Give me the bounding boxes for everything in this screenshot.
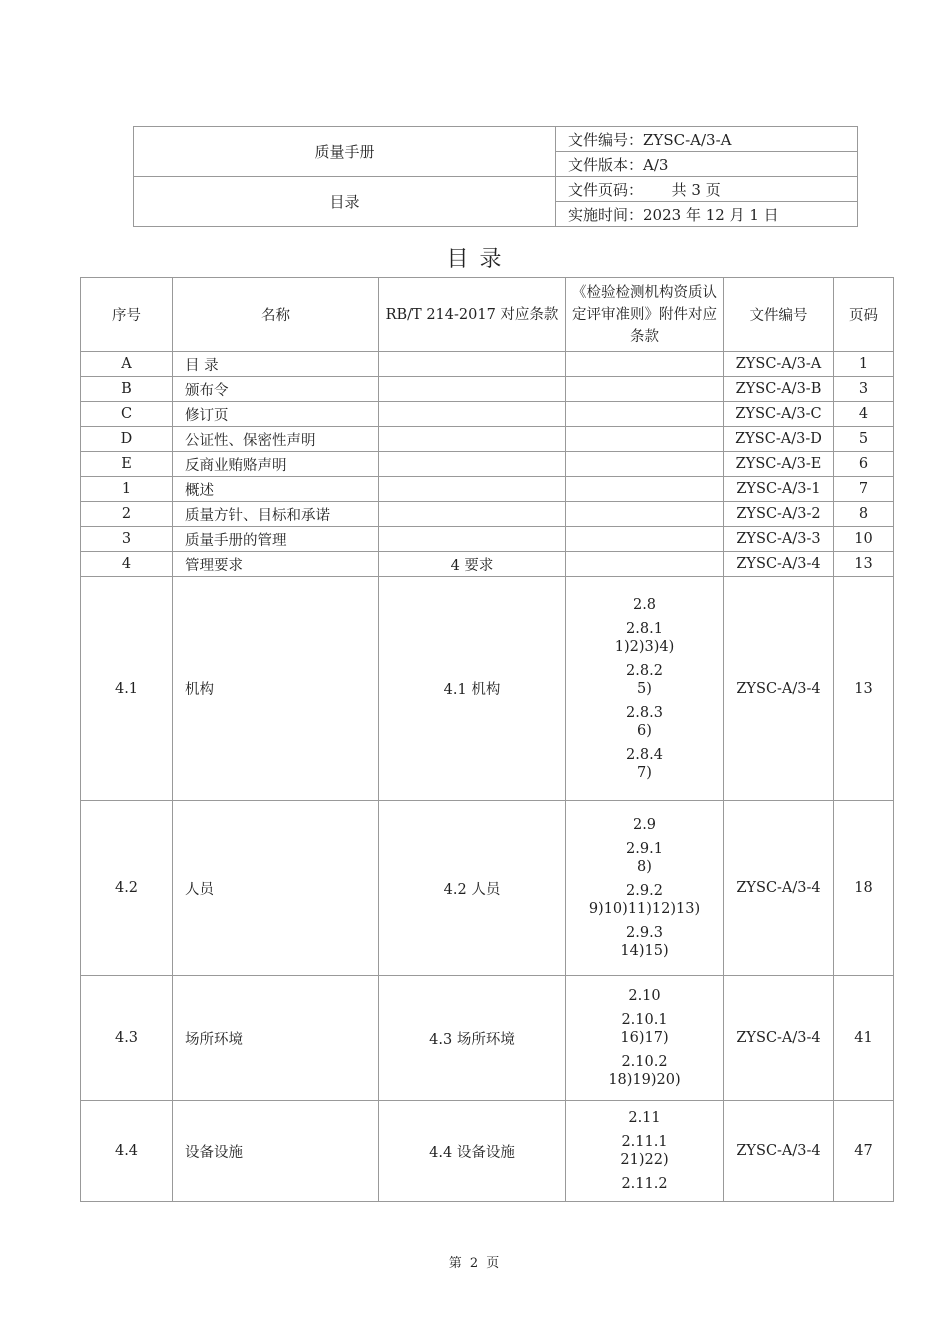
cell-doc-no: ZYSC-A/3-C — [724, 402, 834, 427]
clause-line: 8) — [637, 859, 652, 875]
cell-rbt — [379, 402, 566, 427]
clause-line: 21)22) — [620, 1152, 669, 1168]
table-row — [81, 801, 894, 976]
clause-line: 2.9.2 — [626, 883, 663, 899]
cell-doc-no: ZYSC-A/3-4 — [724, 976, 834, 1101]
cell-name: 反商业贿赂声明 — [173, 452, 379, 477]
cell-seq: 1 — [81, 477, 173, 502]
cell-rbt: 4.3 场所环境 — [379, 976, 566, 1101]
cell-doc-no: ZYSC-A/3-4 — [724, 801, 834, 976]
cell-rbt — [379, 352, 566, 377]
cell-doc-no: ZYSC-A/3-4 — [724, 1101, 834, 1202]
cell-page: 18 — [834, 801, 894, 976]
manual-title: 质量手册 — [134, 127, 556, 177]
clause-line: 2.9 — [632, 817, 657, 833]
cell-page: 4 — [834, 402, 894, 427]
cell-page: 3 — [834, 377, 894, 402]
table-row — [81, 577, 894, 801]
clause-line: 2.9.1 — [626, 841, 663, 857]
cell-doc-no: ZYSC-A/3-B — [724, 377, 834, 402]
cell-rbt: 4.4 设备设施 — [379, 1101, 566, 1202]
cell-name: 概述 — [173, 477, 379, 502]
cell-seq: 4.2 — [81, 801, 173, 976]
clause-group — [566, 620, 723, 656]
cell-annex — [566, 502, 724, 527]
clause-group — [566, 924, 723, 960]
column-header-doc-no: 文件编号 — [724, 278, 834, 352]
table-row — [81, 402, 894, 427]
cell-page: 1 — [834, 352, 894, 377]
table-row — [81, 527, 894, 552]
cell-rbt — [379, 502, 566, 527]
table-row — [81, 1101, 894, 1202]
cell-name: 机构 — [173, 577, 379, 801]
cell-rbt — [379, 527, 566, 552]
table-row — [81, 377, 894, 402]
cell-seq: A — [81, 352, 173, 377]
cell-seq: 4.4 — [81, 1101, 173, 1202]
cell-seq: 3 — [81, 527, 173, 552]
cell-annex — [566, 577, 724, 801]
cell-annex — [566, 1101, 724, 1202]
clause-line: 2.8.2 — [626, 662, 663, 679]
cell-page: 7 — [834, 477, 894, 502]
cell-page: 6 — [834, 452, 894, 477]
clause-group — [566, 704, 723, 740]
doc-version: 文件版本：A/3 — [556, 152, 858, 177]
cell-name: 质量手册的管理 — [173, 527, 379, 552]
clause-group — [566, 816, 723, 834]
column-header-page: 页码 — [834, 278, 894, 352]
cell-doc-no: ZYSC-A/3-4 — [724, 552, 834, 577]
clause-group — [566, 882, 723, 918]
doc-number: 文件编号：ZYSC-A/3-A — [556, 127, 858, 152]
cell-name: 场所环境 — [173, 976, 379, 1101]
table-row — [81, 452, 894, 477]
column-header-seq: 序号 — [81, 278, 173, 352]
cell-annex — [566, 452, 724, 477]
cell-annex — [566, 976, 724, 1101]
cell-annex — [566, 477, 724, 502]
clause-line: 2.8 — [632, 596, 657, 613]
cell-rbt: 4.2 人员 — [379, 801, 566, 976]
cell-rbt — [379, 452, 566, 477]
cell-name: 颁布令 — [173, 377, 379, 402]
cell-doc-no: ZYSC-A/3-4 — [724, 577, 834, 801]
clause-line: 18)19)20) — [608, 1072, 681, 1088]
cell-name: 设备设施 — [173, 1101, 379, 1202]
cell-name: 公证性、保密性声明 — [173, 427, 379, 452]
cell-name: 修订页 — [173, 402, 379, 427]
cell-annex — [566, 352, 724, 377]
cell-page: 8 — [834, 502, 894, 527]
toc-table — [80, 277, 894, 1202]
clause-group — [566, 987, 723, 1005]
cell-name: 管理要求 — [173, 552, 379, 577]
clause-group — [566, 1133, 723, 1169]
cell-rbt — [379, 427, 566, 452]
cell-seq: C — [81, 402, 173, 427]
clause-line: 2.11.2 — [621, 1176, 668, 1192]
cell-seq: B — [81, 377, 173, 402]
clause-line: 5) — [637, 680, 652, 697]
cell-rbt: 4.1 机构 — [379, 577, 566, 801]
clause-line: 2.10.1 — [621, 1012, 668, 1028]
cell-annex — [566, 402, 724, 427]
clause-line: 2.8.4 — [626, 746, 663, 763]
cell-doc-no: ZYSC-A/3-D — [724, 427, 834, 452]
column-header-annex: 《检验检测机构资质认定评审准则》附件对应条款 — [566, 278, 724, 352]
cell-rbt — [379, 377, 566, 402]
clause-group — [566, 596, 723, 614]
clause-group — [566, 1053, 723, 1089]
cell-doc-no: ZYSC-A/3-E — [724, 452, 834, 477]
clause-group — [566, 1109, 723, 1127]
clause-line: 2.11 — [628, 1110, 661, 1126]
clause-line: 1)2)3)4) — [614, 638, 675, 655]
cell-rbt: 4 要求 — [379, 552, 566, 577]
table-row — [81, 552, 894, 577]
clause-line: 2.10 — [628, 988, 661, 1004]
clause-group — [566, 840, 723, 876]
clause-group — [566, 662, 723, 698]
table-row — [81, 427, 894, 452]
column-header-name: 名称 — [173, 278, 379, 352]
cell-seq: 4.1 — [81, 577, 173, 801]
cell-page: 41 — [834, 976, 894, 1101]
cell-annex — [566, 552, 724, 577]
clause-group — [566, 746, 723, 782]
cell-annex — [566, 377, 724, 402]
cell-doc-no: ZYSC-A/3-2 — [724, 502, 834, 527]
cell-page: 47 — [834, 1101, 894, 1202]
cell-page: 5 — [834, 427, 894, 452]
section-title: 目录 — [134, 177, 556, 227]
cell-page: 13 — [834, 552, 894, 577]
table-row — [81, 352, 894, 377]
column-header-rbt: RB/T 214-2017 对应条款 — [379, 278, 566, 352]
doc-pages: 文件页码： 共 3 页 — [556, 177, 858, 202]
cell-name: 目 录 — [173, 352, 379, 377]
cell-doc-no: ZYSC-A/3-1 — [724, 477, 834, 502]
header-table — [133, 126, 858, 227]
cell-page: 13 — [834, 577, 894, 801]
table-row — [81, 477, 894, 502]
table-row — [81, 976, 894, 1101]
cell-page: 10 — [834, 527, 894, 552]
cell-seq: 4.3 — [81, 976, 173, 1101]
cell-seq: D — [81, 427, 173, 452]
cell-name: 人员 — [173, 801, 379, 976]
cell-rbt — [379, 477, 566, 502]
clause-group — [566, 1175, 723, 1193]
page-footer: 第 2 页 — [448, 1256, 502, 1271]
clause-line: 16)17) — [620, 1030, 669, 1046]
cell-annex — [566, 427, 724, 452]
clause-line: 2.9.3 — [626, 925, 663, 941]
cell-doc-no: ZYSC-A/3-3 — [724, 527, 834, 552]
table-row — [81, 502, 894, 527]
clause-line: 2.8.1 — [626, 620, 663, 637]
clause-line: 6) — [637, 722, 652, 739]
cell-seq: E — [81, 452, 173, 477]
cell-annex — [566, 527, 724, 552]
clause-line: 7) — [637, 764, 652, 781]
clause-line: 2.11.1 — [621, 1134, 668, 1150]
cell-name: 质量方针、目标和承诺 — [173, 502, 379, 527]
clause-group — [566, 1011, 723, 1047]
clause-line: 14)15) — [620, 943, 669, 959]
cell-doc-no: ZYSC-A/3-A — [724, 352, 834, 377]
cell-seq: 4 — [81, 552, 173, 577]
cell-annex — [566, 801, 724, 976]
clause-line: 9)10)11)12)13) — [588, 901, 701, 917]
clause-line: 2.10.2 — [621, 1054, 668, 1070]
effective-date: 实施时间：2023 年 12 月 1 日 — [556, 202, 858, 227]
clause-line: 2.8.3 — [626, 704, 663, 721]
cell-seq: 2 — [81, 502, 173, 527]
table-header-row — [81, 278, 894, 352]
page-title: 目 录 — [446, 247, 504, 272]
